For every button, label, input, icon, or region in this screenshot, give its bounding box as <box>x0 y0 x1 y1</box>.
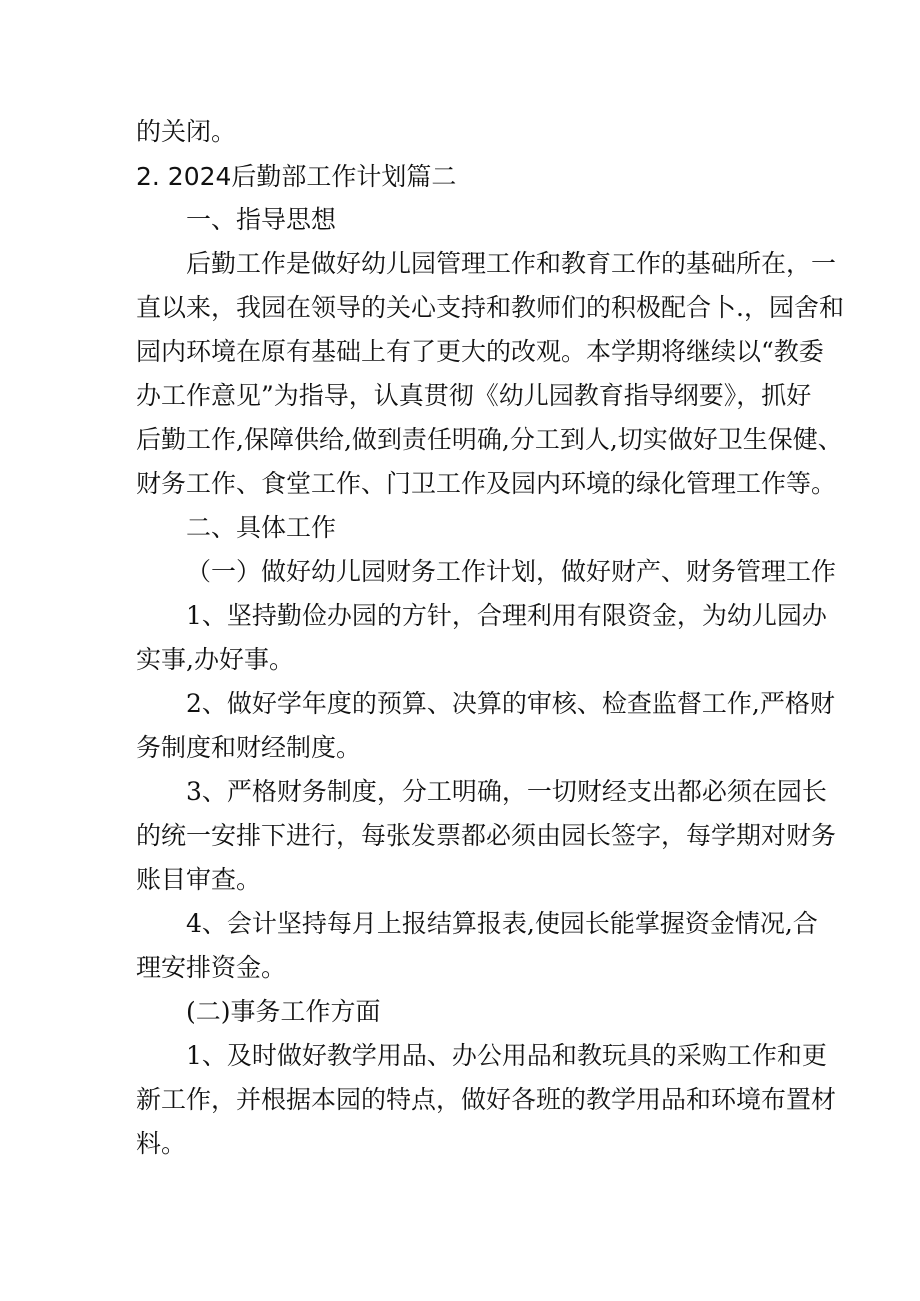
paragraph-line: 办工作意见”为指导，认真贯彻《幼儿园教育指导纲要》，抓好 <box>136 381 812 410</box>
paragraph-line: 财务工作、食堂工作、门卫工作及园内环境的绿化管理工作等。 <box>136 469 837 498</box>
paragraph-line: 直以来，我园在领导的关心支持和教师们的积极配合卜.，园舍和 <box>136 293 844 322</box>
subsection-heading: 二、具体工作 <box>186 513 337 542</box>
list-item-line: 2、做好学年度的预算、决算的审核、检查监督工作,严格财 <box>186 689 835 718</box>
list-item-line: 4、会计坚持每月上报结算报表,使园长能掌握资金情况,合 <box>186 909 818 938</box>
subsection-heading: 一、指导思想 <box>186 205 337 234</box>
section-heading: 2. 2024后勤部工作计划篇二 <box>136 162 457 191</box>
list-item-line: 务制度和财经制度。 <box>136 733 362 762</box>
text-line: 的关闭。 <box>136 117 237 146</box>
list-item-line: 1、坚持勤俭办园的方针，合理利用有限资金，为幼儿园办 <box>186 601 827 630</box>
list-item-line: 1、及时做好教学用品、办公用品和教玩具的采购工作和更 <box>186 1041 827 1070</box>
list-item-line: 3、严格财务制度，分工明确，一切财经支出都必须在园长 <box>186 777 827 806</box>
list-item-line: 实事,办好事。 <box>136 645 294 674</box>
paragraph-line: 园内环境在原有基础上有了更大的改观。本学期将继续以“教委 <box>136 337 824 366</box>
subsection-heading: （一）做好幼儿园财务工作计划，做好财产、财务管理工作 <box>186 557 837 586</box>
paragraph-line: 后勤工作是做好幼儿园管理工作和教育工作的基础所在，一 <box>186 249 837 278</box>
list-item-line: 账目审查。 <box>136 865 262 894</box>
list-item-line: 的统一安排下进行，每张发票都必须由园长签字，每学期对财务 <box>136 821 837 850</box>
subsection-heading: (二)事务工作方面 <box>186 997 381 1026</box>
list-item-line: 理安排资金。 <box>136 953 287 982</box>
paragraph-line: 后勤工作,保障供给,做到责任明确,分工到人,切实做好卫生保健、 <box>136 425 843 454</box>
list-item-line: 料。 <box>136 1129 187 1158</box>
list-item-line: 新工作，并根据本园的特点，做好各班的教学用品和环境布置材 <box>136 1085 837 1114</box>
